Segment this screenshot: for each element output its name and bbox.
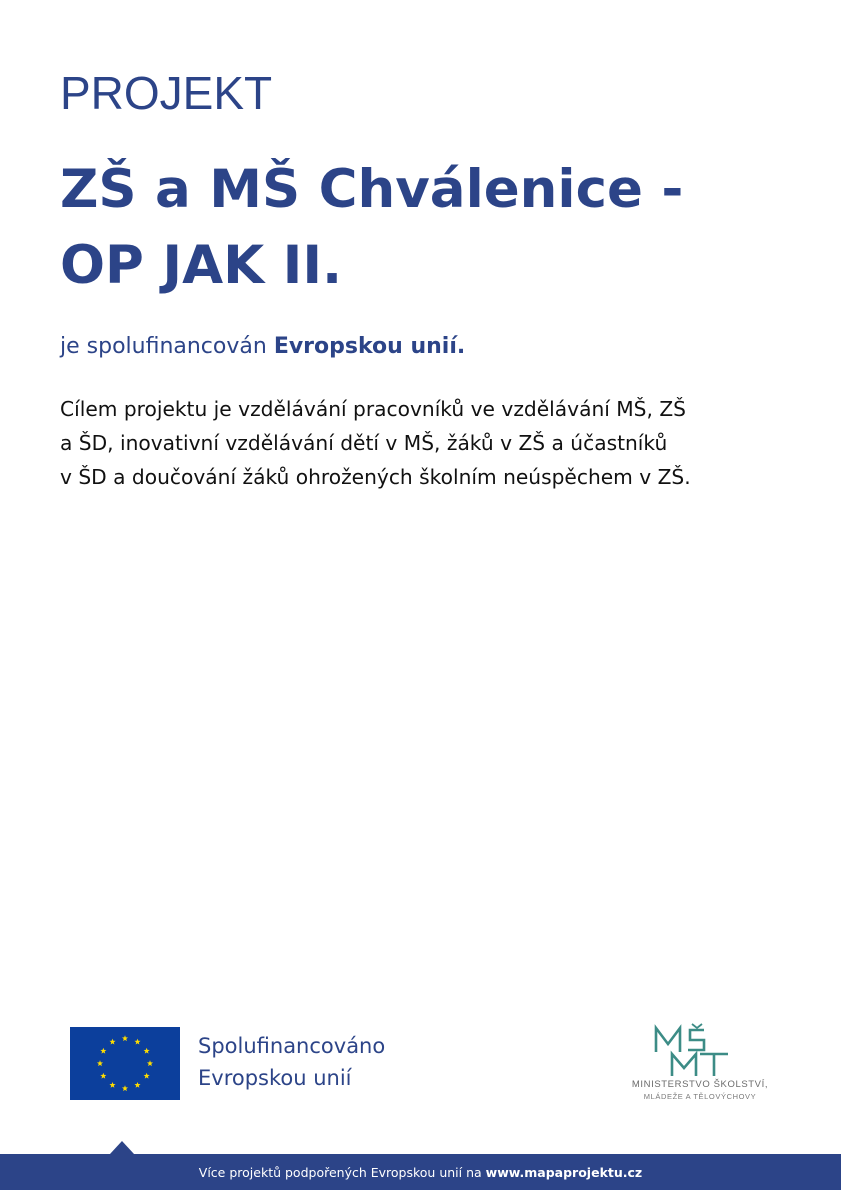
eu-star-icon — [147, 1060, 153, 1066]
description-line-2: a ŠD, inovativní vzdělávání dětí v MŠ, žáků v ZŠ a účastníků — [60, 431, 668, 455]
project-label: PROJEKT — [60, 67, 273, 119]
project-description — [60, 392, 800, 494]
project-title-line-1: ZŠ a MŠ Chválenice - — [60, 159, 684, 220]
eu-star-icon — [97, 1060, 103, 1066]
eu-star-icon — [134, 1082, 140, 1088]
eu-cofinanced-line-1: Spolufinancováno — [198, 1034, 386, 1058]
eu-cofinanced-line-2: Evropskou unií — [198, 1066, 352, 1090]
footer-bar — [0, 1154, 841, 1190]
msmt-name-line-1: MINISTERSTVO ŠKOLSTVÍ, — [631, 1079, 769, 1090]
eu-star-icon — [109, 1082, 115, 1088]
footer-text: Více projektů podpořených Evropskou unií na — [198, 1164, 482, 1180]
eu-star-icon — [134, 1039, 140, 1045]
eu-star-icon — [144, 1073, 150, 1079]
funding-subtitle — [60, 334, 465, 359]
eu-flag-logo — [70, 1027, 180, 1100]
eu-stars-icon — [70, 1027, 180, 1100]
msmt-name-line-2: MLÁDEŽE A TĚLOVÝCHOVY — [643, 1092, 757, 1101]
funding-subtitle-prefix: je spolufinancován — [60, 334, 267, 359]
eu-star-icon — [122, 1035, 128, 1041]
msmt-logo — [612, 1022, 788, 1104]
funding-subtitle-emphasis: Evropskou unií. — [273, 334, 466, 359]
eu-star-icon — [122, 1085, 128, 1091]
footer-arrow-decoration — [110, 1141, 134, 1154]
description-line-3: v ŠD a doučování žáků ohrožených školním neúspěchem v ZŠ. — [60, 465, 691, 489]
project-title — [60, 152, 820, 304]
footer-link[interactable]: www.mapaprojektu.cz — [485, 1164, 643, 1180]
eu-star-icon — [109, 1039, 115, 1045]
eu-star-icon — [144, 1048, 150, 1054]
project-title-line-2: OP JAK II. — [60, 235, 343, 296]
eu-cofinanced-text — [198, 1030, 385, 1094]
eu-star-icon — [100, 1073, 106, 1079]
description-line-1: Cílem projektu je vzdělávání pracovníků ve vzdělávání MŠ, ZŠ — [60, 397, 686, 421]
eu-star-icon — [100, 1048, 106, 1054]
msmt-monogram-icon — [612, 1022, 788, 1078]
